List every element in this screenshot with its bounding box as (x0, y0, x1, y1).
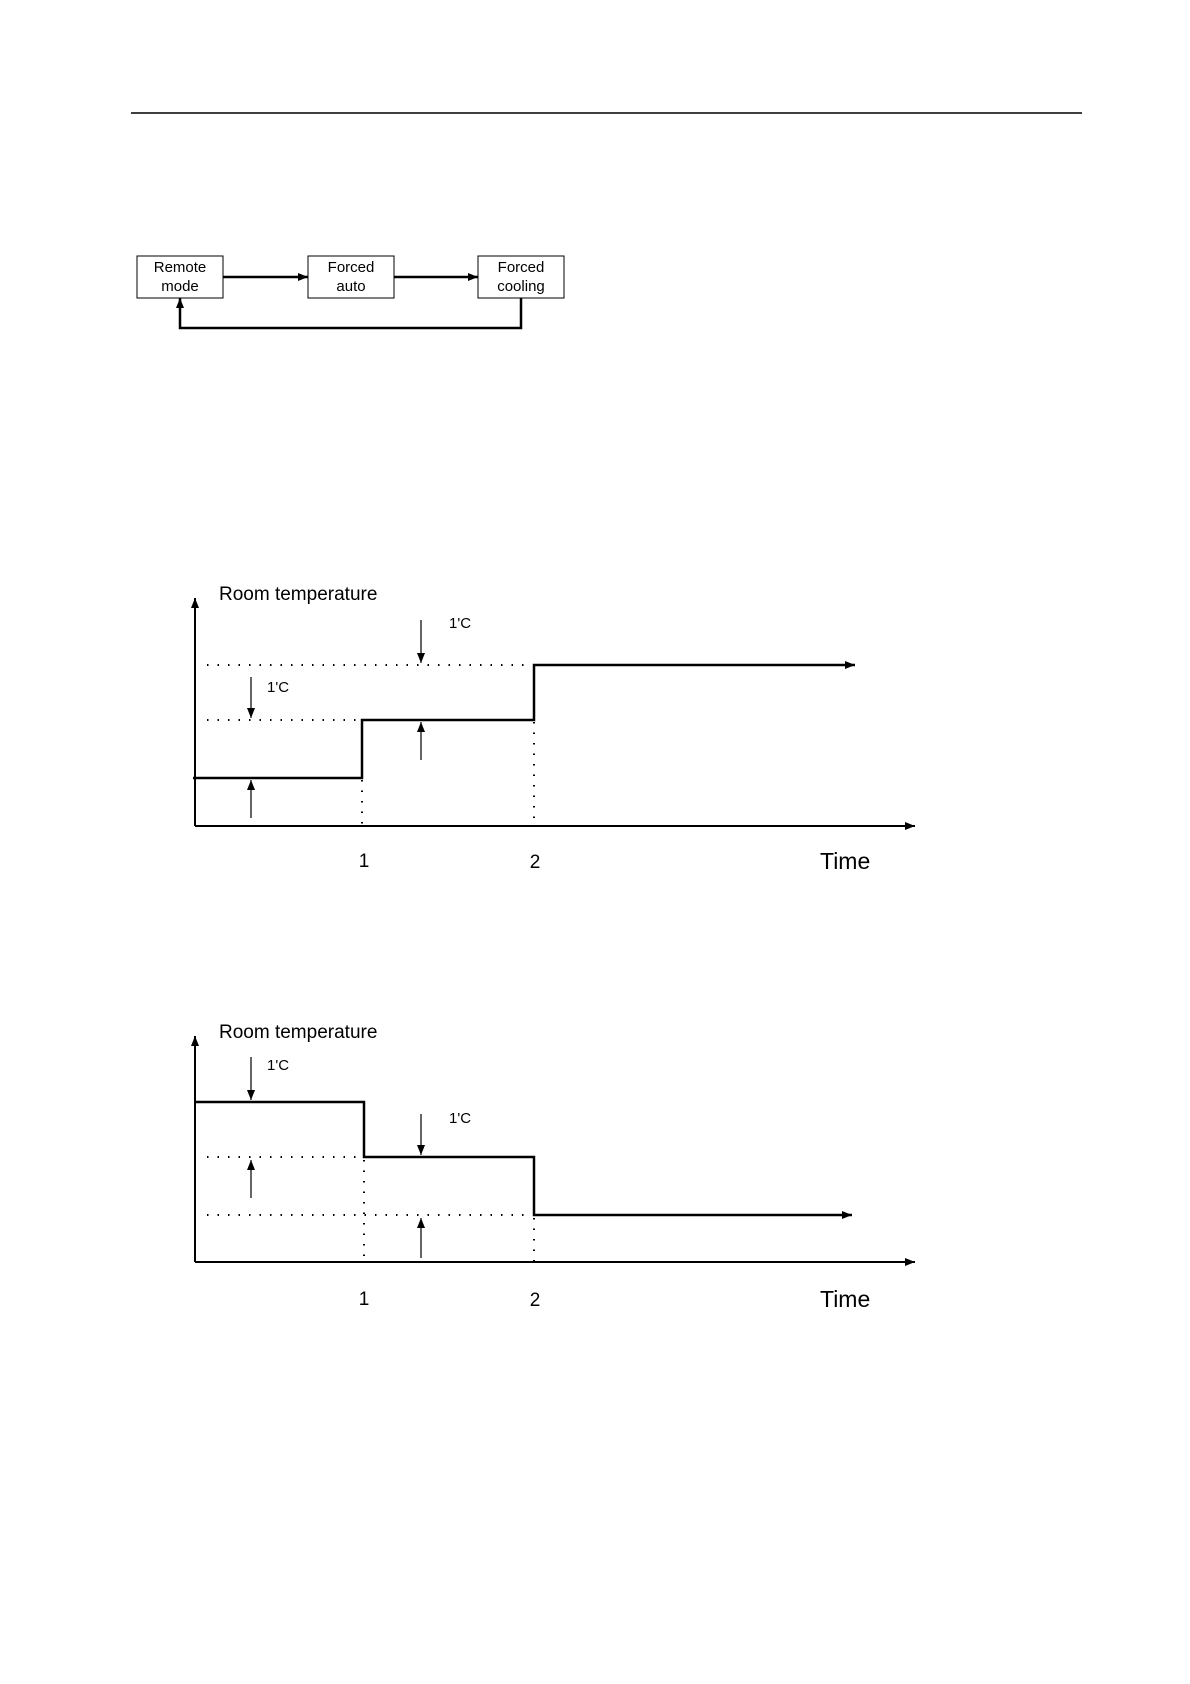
remote-mode-label-1: Remote (153, 259, 207, 276)
heating-y-label: Room temperature (219, 584, 378, 605)
cooling-diagram (195, 1022, 915, 1312)
heating-delta-top-label: 1'C (449, 615, 472, 632)
forced-cooling-label-1: Forced (497, 259, 545, 276)
heating-tick-2: 2 (529, 852, 541, 873)
cooling-tick-1: 1 (358, 1289, 370, 1310)
forced-auto-label-2: auto (336, 278, 366, 295)
arrow-cooling-to-remote (180, 298, 521, 328)
cooling-step-line (195, 1102, 852, 1215)
heating-step-line (193, 665, 855, 778)
heating-diagram (193, 584, 915, 874)
forced-auto-label-1: Forced (327, 259, 375, 276)
cooling-tick-2: 2 (529, 1290, 541, 1311)
cooling-delta-mid-label: 1'C (449, 1110, 472, 1127)
forced-cooling-label-2: cooling (497, 278, 545, 295)
mode-cycle-diagram (137, 256, 564, 328)
remote-mode-label-2: mode (161, 278, 199, 295)
cooling-x-label: Time (820, 1286, 871, 1312)
heating-x-label: Time (820, 848, 871, 874)
cooling-y-label: Room temperature (219, 1022, 378, 1043)
cooling-delta-top-label: 1'C (267, 1057, 290, 1074)
heating-delta-mid-label: 1'C (267, 679, 290, 696)
heating-tick-1: 1 (358, 851, 370, 872)
